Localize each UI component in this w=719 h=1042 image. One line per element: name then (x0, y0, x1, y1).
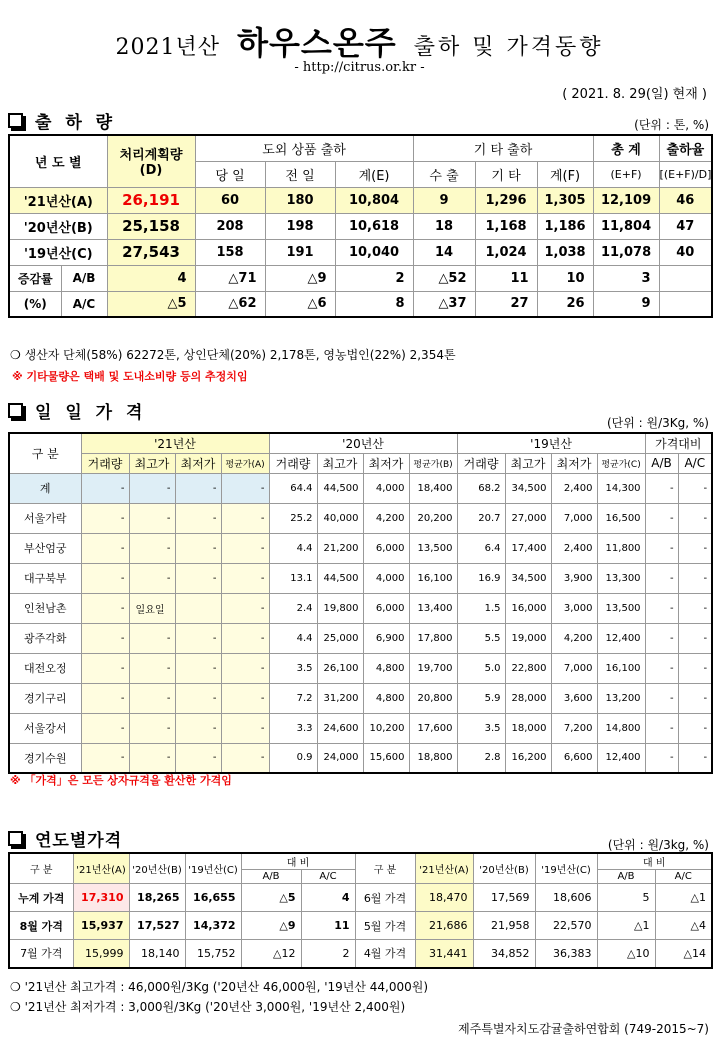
table-row: 부산엄궁 - - - - 4.4 21,200 6,000 13,500 6.4 17,400 2,400 11,800 - - (9, 533, 712, 563)
daily-unit: (단위 : 원/3Kg, %) (606, 416, 709, 430)
header-plan: 처리계획량 (D) (107, 135, 195, 187)
yearly-unit: (단위 : 원/3kg, %) (607, 838, 709, 852)
estimate-note: ※ 기타물량은 택배 및 도내소비량 등의 추정치임 (12, 370, 248, 383)
producer-note: ❍ 생산자 단체(58%) 62272톤, 상인단체(20%) 2,178톤, 영농법인(22%) 2,354톤 (10, 348, 456, 362)
header-today: 당 일 (195, 161, 265, 187)
section-title: 출 하 량 (35, 113, 117, 133)
table-row: (%) A/C △5 △62 △6 8 △37 27 26 9 (9, 291, 712, 317)
footer-org: 제주특별자치도감귤출하연합회 (749-2015~7) (458, 1022, 709, 1036)
table-row: 8월 가격 15,937 17,527 14,372 △9 11 5월 가격 21,686 21,958 22,570 △1 △4 (9, 912, 712, 940)
section-yearly-heading (8, 826, 122, 851)
table-row: 누계 가격 17,310 18,265 16,655 △5 4 6월 가격 18,470 17,569 18,606 5 △1 (9, 884, 712, 912)
header-sum-e: 계(E) (335, 161, 413, 187)
table-row: '19년산(C) 27,543 158 191 10,040 14 1,024 1,038 11,078 40 (9, 239, 712, 265)
title-sub: 출하 및 가격동향 (413, 35, 604, 60)
min-price-note: ❍ '21년산 최저가격 : 3,000원/3Kg ('20년산 3,000원, '19년산 2,400원) (10, 1000, 406, 1014)
shipment-unit: (단위 : 톤, %) (634, 118, 709, 132)
header-other: 기 타 출하 (413, 135, 593, 161)
checkbox-square-icon (8, 403, 23, 418)
shipment-table (8, 134, 713, 318)
header-gubun: 구 분 (9, 433, 81, 473)
title-year: 2021년산 (115, 35, 220, 60)
report-title (0, 18, 719, 64)
table-row: 계 - - - - 64.4 44,500 4,000 18,400 68.2 34,500 2,400 14,300 - - (9, 473, 712, 503)
max-price-note: ❍ '21년산 최고가격 : 46,000원/3Kg ('20년산 46,000원, '19년산 44,000원) (10, 980, 429, 994)
header-prev: 전 일 (265, 161, 335, 187)
header-domestic: 도외 상품 출하 (195, 135, 413, 161)
header-rate-formula: [(E+F)/D] (659, 161, 712, 187)
header-rate: 출하율 (659, 135, 712, 161)
table-row: 서울강서 - - - - 3.3 24,600 10,200 17,600 3.5 18,000 7,200 14,800 - - (9, 713, 712, 743)
table-row: '21년산(A) 26,191 60 180 10,804 9 1,296 1,305 12,109 46 (9, 187, 712, 213)
table-row: '20년산(B) 25,158 208 198 10,618 18 1,168 1,186 11,804 47 (9, 213, 712, 239)
table-row: 광주각화 - - - - 4.4 25,000 6,900 17,800 5.5 19,000 4,200 12,400 - - (9, 623, 712, 653)
circle-bullet-icon: ❍ (10, 980, 25, 994)
site-url[interactable]: - http://citrus.or.kr - (294, 60, 425, 75)
title-main: 하우스온주 (237, 24, 397, 62)
table-row: 대전오정 - - - - 3.5 26,100 4,800 19,700 5.0 22,800 7,000 16,100 - - (9, 653, 712, 683)
section-shipment-heading (8, 108, 116, 133)
table-row: 서울가락 - - - - 25.2 40,000 4,200 20,200 20.7 27,000 7,000 16,500 - - (9, 503, 712, 533)
header-y19: '19년산 (457, 433, 645, 453)
table-row: 증감률 A/B 4 △71 △9 2 △52 11 10 3 (9, 265, 712, 291)
circle-bullet-icon: ❍ (10, 348, 25, 362)
header-total: 총 계 (593, 135, 659, 161)
table-row: 인천남촌 - 일요일 - 2.4 19,800 6,000 13,400 1.5 16,000 3,000 13,500 - - (9, 593, 712, 623)
header-y20: '20년산 (269, 433, 457, 453)
header-sum-f: 계(F) (537, 161, 593, 187)
table-row: 경기수원 - - - - 0.9 24,000 15,600 18,800 2.8 16,200 6,600 12,400 - - (9, 743, 712, 773)
yearly-price-table: 구 분 '21년산(A) '20년산(B) '19년산(C) 대 비 구 분 '21년산(A) '20년산(B) '19년산(C) 대 비 A/B A/C A/B A/C 누계 가격 17,310 18,265 16,655 △5 4 6월 가격 18,470 17,569 18,606 5 △1 8월 가격 15,937 17,527 14,372 △9 11 5월 가격 21,686 21,958 22,570 △1 △4 7월 가격 15,999 18,140 15,752 △12 2 4월 가격 31,441 34,852 36,383 △10 △14 (8, 852, 713, 969)
section-title: 일 일 가 격 (35, 403, 147, 423)
checkbox-square-icon (8, 113, 23, 128)
table-row: 7월 가격 15,999 18,140 15,752 △12 2 4월 가격 31,441 34,852 36,383 △10 △14 (9, 940, 712, 968)
table-row: 대구북부 - - - - 13.1 44,500 4,000 16,100 16.9 34,500 3,900 13,300 - - (9, 563, 712, 593)
header-y21: '21년산 (81, 433, 269, 453)
header-total-ef: (E+F) (593, 161, 659, 187)
header-export: 수 출 (413, 161, 475, 187)
table-row: 경기구리 - - - - 7.2 31,200 4,800 20,800 5.9 28,000 3,600 13,200 - - (9, 683, 712, 713)
checkbox-square-icon (8, 831, 23, 846)
header-etc: 기 타 (475, 161, 537, 187)
section-title: 연도별가격 (35, 831, 123, 851)
report-date: ( 2021. 8. 29(일) 현재 ) (562, 87, 707, 102)
header-compare: 가격대비 (645, 433, 712, 453)
section-daily-heading (8, 398, 146, 423)
daily-price-table: 구 분 '21년산 '20년산 '19년산 가격대비 거래량 최고가 최저가 평균가(A) 거래량 최고가 최저가 평균가(B) 거래량 최고가 최저가 평균가(C) A/B A/C 계 - - - - 64.4 44,500 4,000 18,400 68.2 34,500 2,400 14,300 - - 서울가락 - - - - 25.2 40,000 4,200 20,200 20.7 27,000 7,000 16,500 - - 부산엄궁 - - - - 4.4 21,200 6,000 13,500 6.4 17,400 2,400 11,800 - - 대구북부 - - - - 13.1 44,500 4,000 16,100 16.9 34,500 3,900 13,300 - - 인천남촌 - 일요일 - 2.4 19,800 6,000 13,400 1.5 16,000 3,000 13,500 - - 광주각화 - - - - 4.4 25,000 6,900 17,800 5.5 19,000 4,200 12,400 - - 대전오정 - - - - 3.5 26,100 4,800 19,700 5.0 22,800 7,000 16,100 - - 경기구리 - - - - 7.2 31,200 4,800 20,800 5.9 28,000 3,600 13,200 - - 서울강서 - - - - 3.3 24,600 10,200 17,600 3.5 18,000 7,200 14,800 - - 경기수원 - - - - 0.9 24,000 15,600 18,800 2.8 16,200 6,600 12,400 - - (8, 432, 713, 774)
circle-bullet-icon: ❍ (10, 1000, 25, 1014)
price-note: ※ 「가격」은 모든 상자규격을 환산한 가격임 (10, 774, 232, 787)
header-year: 년 도 별 (9, 135, 107, 187)
